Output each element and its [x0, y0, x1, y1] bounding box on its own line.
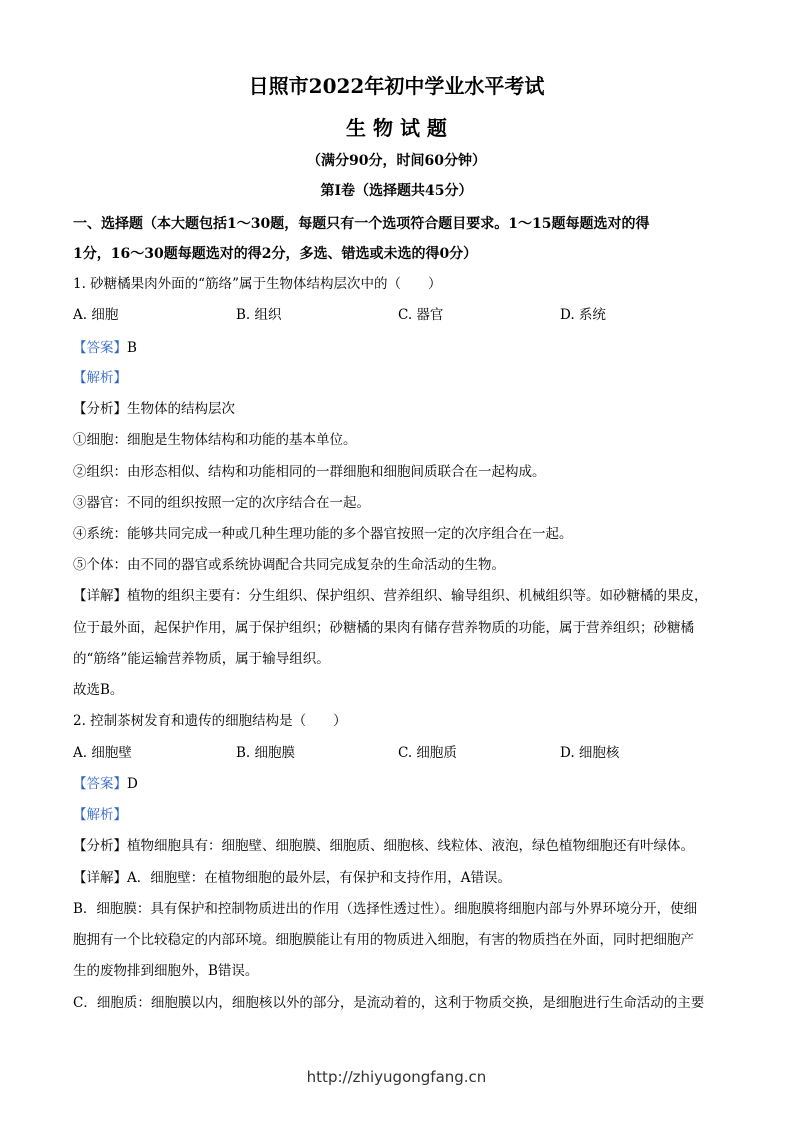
volume-heading: 第Ⅰ卷（选择题共45分）: [320, 183, 473, 199]
q1-option-a: A. 细胞: [73, 307, 119, 323]
q1-point-2: ②组织：由形态相似、结构和功能相同的一群细胞和细胞间质联合在一起构成。: [73, 464, 546, 480]
q1-point-3: ③器官：不同的组织按照一定的次序结合在一起。: [73, 495, 370, 511]
q1-option-c: C. 器官: [398, 307, 444, 323]
q2-detail-c-1: C．细胞质：细胞膜以内，细胞核以外的部分，是流动着的，这利于物质交换，是细胞进行生命活动的主要: [73, 995, 705, 1011]
analysis-tag: 【解析】: [73, 807, 127, 823]
footer-url: http://zhiyugongfang.cn: [306, 1068, 487, 1086]
answer-tag: 【答案】: [73, 776, 127, 792]
q2-options: [73, 743, 723, 763]
q1-conclusion: 故选B。: [73, 682, 124, 698]
q2-detail-b-1: B．细胞膜：具有保护和控制物质进出的作用（选择性透过性）。细胞膜将细胞内部与外界环境分开，使细: [73, 901, 698, 917]
detail-tag: 【详解】: [73, 870, 127, 886]
q1-answer-value: B: [127, 340, 137, 356]
q2-option-b: B. 细胞膜: [236, 745, 296, 761]
q2-detail-a: [73, 868, 723, 888]
q2-answer-value: D: [127, 776, 138, 792]
q2-fenxi-text: 植物细胞具有：细胞壁、细胞膜、细胞质、细胞核、线粒体、液泡，绿色植物细胞还有叶绿体。: [127, 838, 694, 854]
q1-option-b: B. 组织: [236, 307, 282, 323]
analysis-tag: 【解析】: [73, 370, 127, 386]
q1-fenxi: [73, 399, 723, 419]
q1-point-1: ①细胞：细胞是生物体结构和功能的基本单位。: [73, 432, 357, 448]
q1-detail-2: 位于最外面，起保护作用，属于保护组织；砂糖橘的果肉有储存营养物质的功能，属于营养组织；砂糖橘: [73, 620, 694, 636]
q2-detail-b-3: 生的废物排到细胞外，B错误。: [73, 963, 259, 979]
q1-options: [73, 305, 723, 325]
exam-title: 日照市2022年初中学业水平考试: [248, 74, 545, 98]
q2-stem: 2. 控制茶树发育和遗传的细胞结构是（ ）: [73, 713, 347, 729]
q1-detail-3: 的“筋络”能运输营养物质，属于输导组织。: [73, 651, 330, 667]
q2-detail-a-text: A．细胞壁：在植物细胞的最外层，有保护和支持作用，A错误。: [127, 870, 511, 886]
q2-detail-b-2: 胞拥有一个比较稳定的内部环境。细胞膜能让有用的物质进入细胞，有害的物质挡在外面，同时把细胞产: [73, 932, 694, 948]
q1-point-4: ④系统：能够共同完成一种或几种生理功能的多个器官按照一定的次序组合在一起。: [73, 526, 573, 542]
fenxi-tag: 【分析】: [73, 838, 127, 854]
q1-stem: 1. 砂糖橘果肉外面的“筋络”属于生物体结构层次中的（ ）: [73, 276, 442, 292]
q1-detail-1: [73, 586, 723, 606]
q1-answer: [73, 338, 723, 358]
detail-tag: 【详解】: [73, 588, 127, 604]
exam-meta: （满分90分，时间60分钟）: [307, 153, 486, 169]
q2-fenxi: [73, 836, 723, 856]
section-instructions-1: 一、选择题（本大题包括1～30题，每题只有一个选项符合题目要求。1～15题每题选对的得: [73, 216, 650, 232]
q2-analysis: [73, 805, 723, 825]
section-instructions-2: 1分，16～30题每题选对的得2分，多选、错选或未选的得0分）: [73, 246, 478, 262]
q1-option-d: D. 系统: [560, 307, 606, 323]
fenxi-tag: 【分析】: [73, 401, 127, 417]
answer-tag: 【答案】: [73, 340, 127, 356]
q2-option-d: D. 细胞核: [560, 745, 620, 761]
q1-detail-text-1: 植物的组织主要有：分生组织、保护组织、营养组织、输导组织、机械组织等。如砂糖橘的果皮，: [127, 588, 708, 604]
q1-point-5: ⑤个体：由不同的器官或系统协调配合共同完成复杂的生命活动的生物。: [73, 557, 505, 573]
q1-fenxi-text: 生物体的结构层次: [127, 401, 235, 417]
q2-option-c: C. 细胞质: [398, 745, 457, 761]
q1-analysis: [73, 368, 723, 388]
q2-option-a: A. 细胞壁: [73, 745, 132, 761]
exam-subtitle: 生 物 试 题: [346, 116, 447, 140]
q2-answer: [73, 774, 723, 794]
